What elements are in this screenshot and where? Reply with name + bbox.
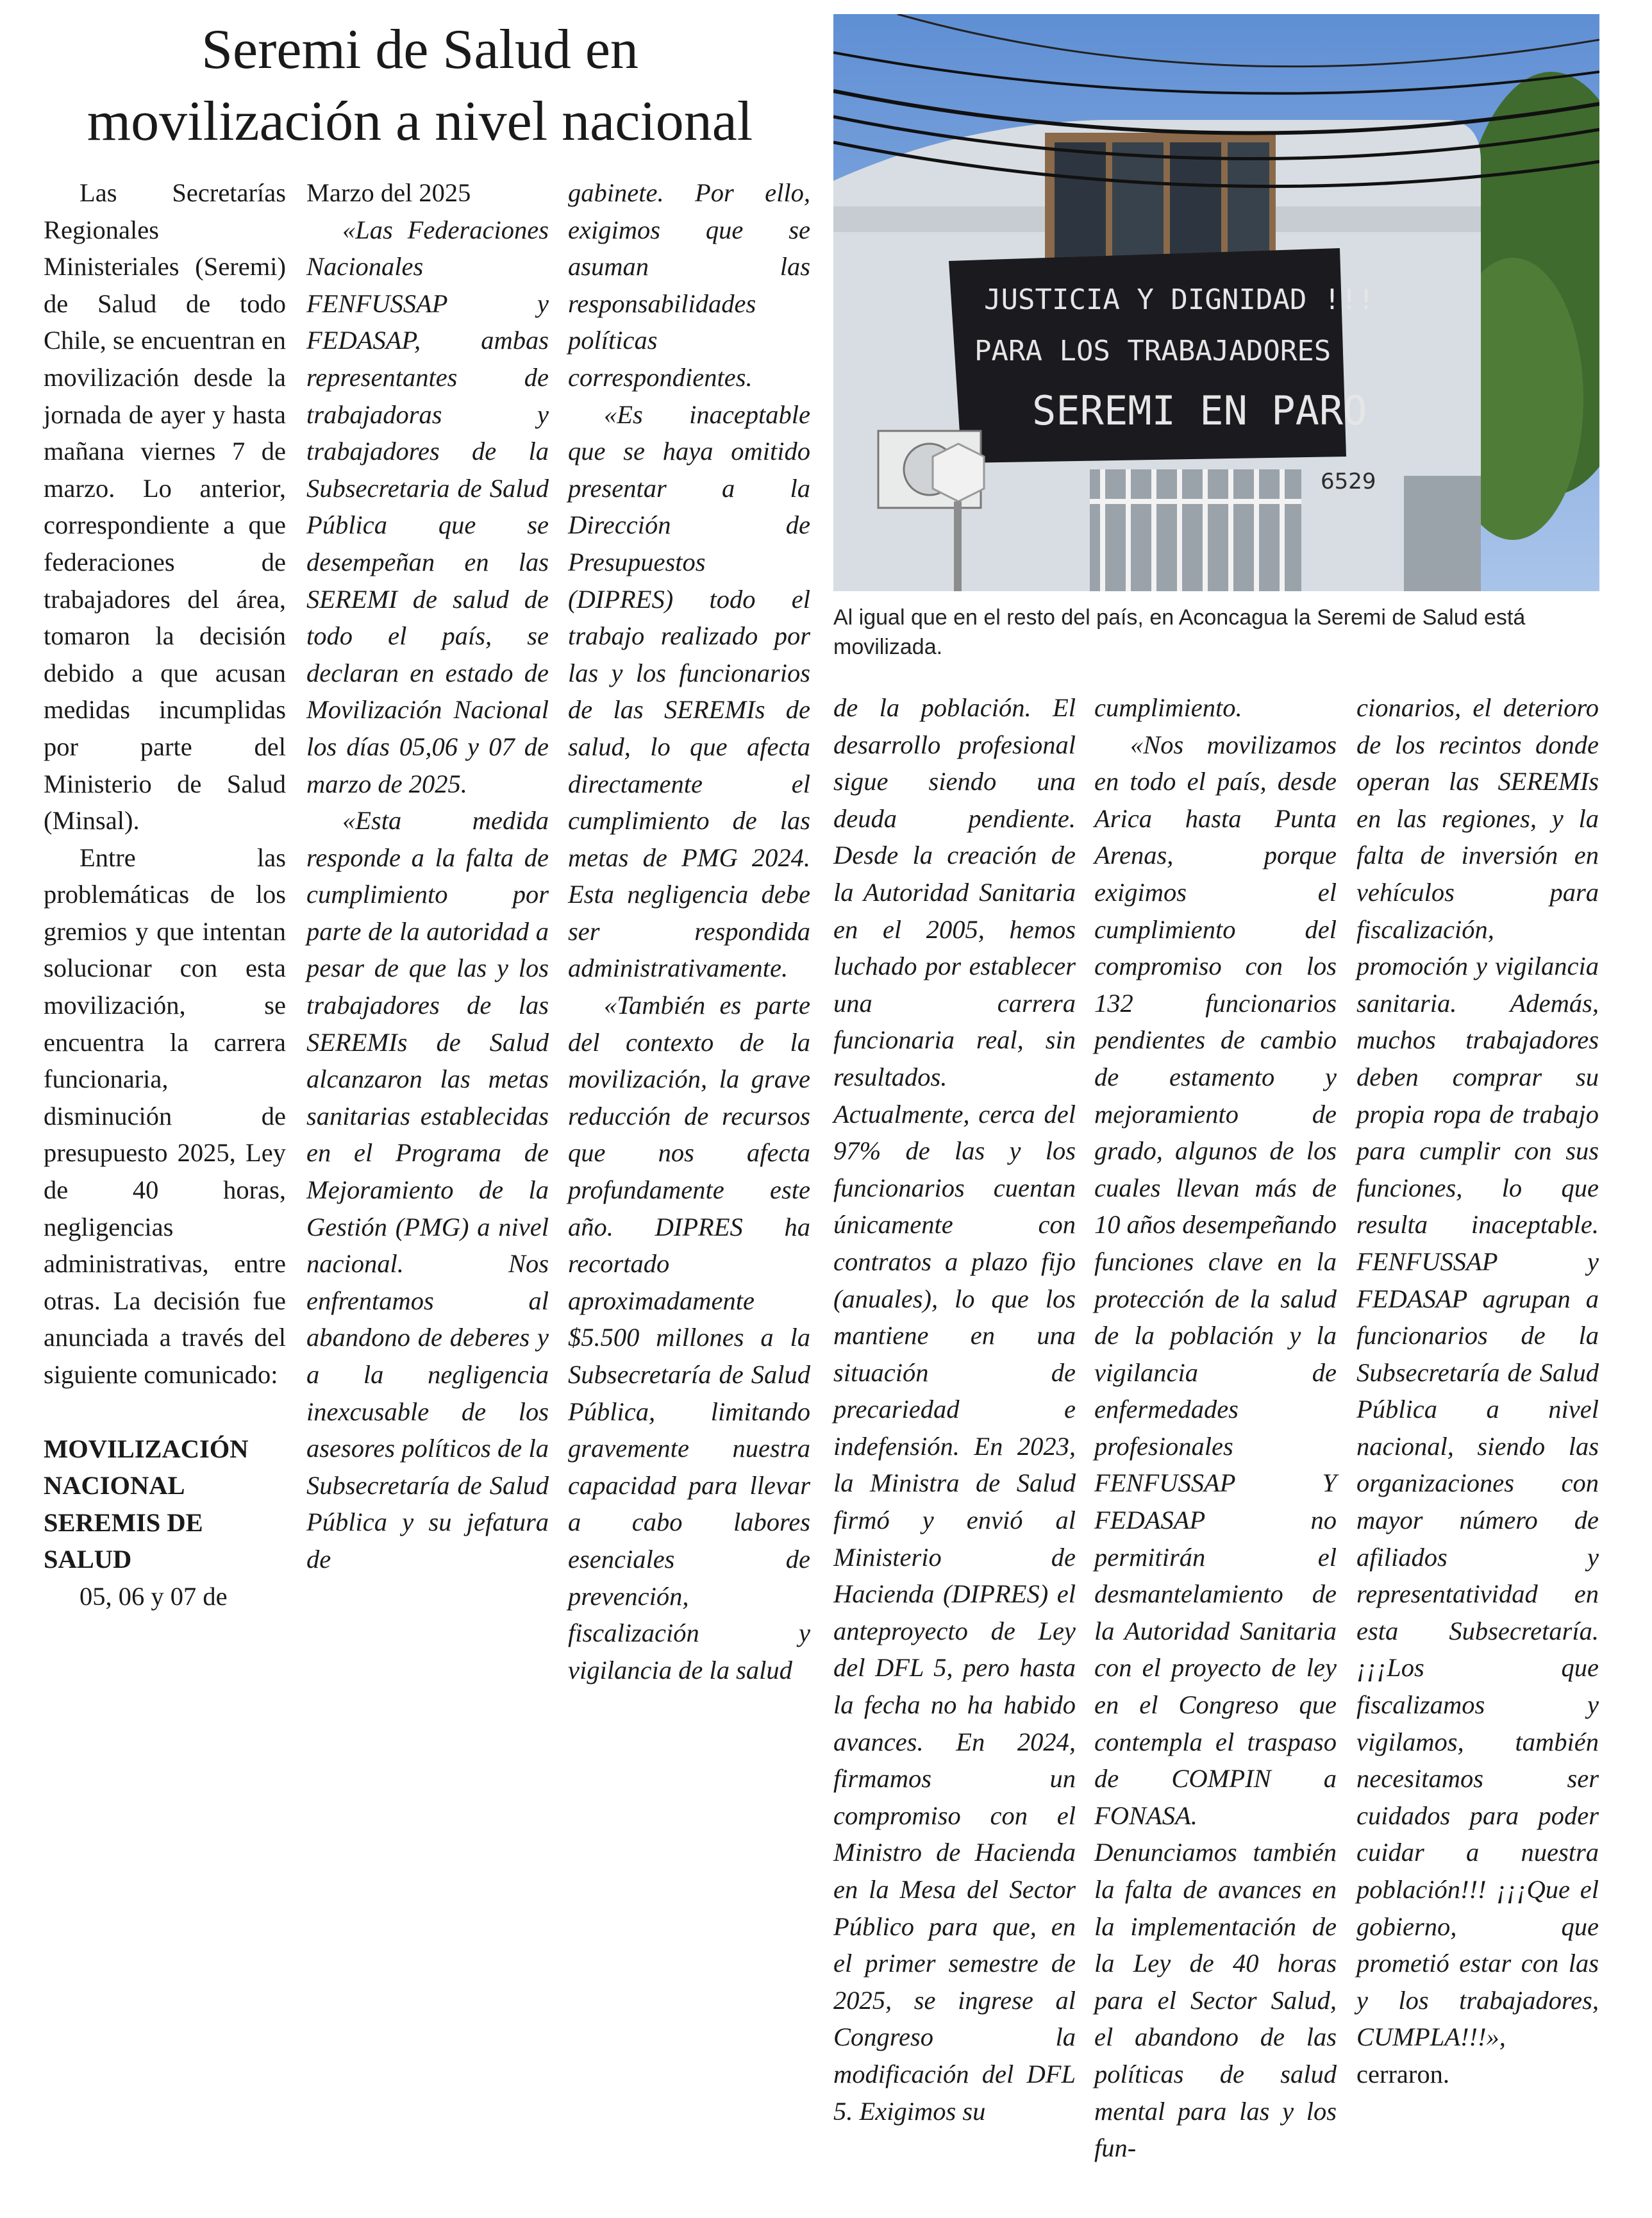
- building-photo-illustration: [833, 14, 1599, 591]
- paragraph: Las Secretarías Regionales Ministeriales (Seremi) de Salud de todo Chile, se encuentran en movilización desde la jornada de ayer y hasta mañana viernes 7 de marzo. Lo anterior, correspondiente a que federaciones de trabajadores del área, tomaron la decisión debido a que acusan medidas incumplidas por parte del Ministerio de Salud (Minsal).: [44, 178, 286, 836]
- banner-text-line-1: JUSTICIA Y DIGNIDAD !!!: [984, 283, 1375, 316]
- article-photo: [833, 14, 1599, 591]
- banner-text-line-2: PARA LOS TRABAJADORES: [974, 335, 1331, 367]
- column-4: [833, 689, 1076, 2130]
- paragraph: «Las Federaciones Nacionales FENFUSSAP y FEDASAP, ambas representantes de trabajadoras y trabajadores de la Subsecretaria de Salud Pública que se desempeñan en las SEREMI de salud de todo el país, se declaran en estado de Movilización Nacional los días 05,06 y 07 de marzo de 2025.: [306, 215, 549, 798]
- paragraph: cumplimiento.: [1094, 693, 1242, 722]
- paragraph-body: cionarios, el deterioro de los recintos donde operan las SEREMIs en las regiones, y la falta de inversión en vehículos para fiscalización, promoción y vigilancia sanitaria. Además, muchos trabajadores deben comprar su propia ropa de trabajo para cumplir con sus funciones, lo que resulta inaceptable. FENFUSSAP y FEDASAP agrupan a funcionarios de la Subsecretaría de Salud Pública a nivel nacional, siendo las organizaciones con mayor número de afiliados y representatividad en esta Subsecretaría. ¡¡¡Los que fiscalizamos y vigilamos, también necesitamos ser cuidados para poder cuidar a nuestra población!!! ¡¡¡Que el gobierno, que prometió estar con las y los trabajadores, CUMPLA!!!»,: [1356, 693, 1599, 2052]
- graffiti-number: 6529: [1321, 469, 1376, 494]
- closing-word: cerraron.: [1356, 2059, 1450, 2088]
- title-line-1: Seremi de Salud en: [201, 19, 638, 81]
- paragraph: Entre las problemáticas de los gremios y que intentan solucionar con esta movilización, se encuentra la carrera funcionaria, disminución de presupuesto 2025, Ley de 40 horas, negligencias administrativas, entre otras. La decisión fue anunciada a través del siguiente comunicado:: [44, 843, 286, 1389]
- column-1: [44, 174, 286, 1615]
- date-line-start: 05, 06 y 07 de: [79, 1581, 228, 1611]
- column-3: [568, 174, 810, 1688]
- column-6: [1356, 689, 1599, 2093]
- paragraph: gabinete. Por ello, exigimos que se asuman las responsabilidades políticas correspondientes.: [568, 178, 810, 392]
- photo-caption: Al igual que en el resto del país, en Aconcagua la Seremi de Salud está movilizada.: [833, 605, 1526, 659]
- paragraph: «Esta medida responde a la falta de cumplimiento por parte de la autoridad a pesar de que las y los trabajadores de las SEREMIs de Salud alcanzaron las metas sanitarias establecidas en el Programa de Mejoramiento de la Gestión (PMG) a nivel nacional. Nos enfrentamos al abandono de deberes y a la negligencia inexcusable de los asesores políticos de la Subsecretaría de Salud Pública y su jefatura de: [306, 806, 549, 1574]
- section-heading: MOVILIZACIÓN NACIONAL SEREMIS DE SALUD: [44, 1434, 249, 1574]
- paragraph: «También es parte del contexto de la movilización, la grave reducción de recursos que nos afecta profundamente este año. DIPRES ha recortado aproximadamente $5.500 millones a la Subsecretaría de Salud Pública, limitando gravemente nuestra capacidad para llevar a cabo labores esenciales de prevención, fiscalización y vigilancia de la salud: [568, 991, 810, 1685]
- column-5: [1094, 689, 1337, 2167]
- paragraph: de la población. El desarrollo profesional sigue siendo una deuda pendiente. Desde la creación de la Autoridad Sanitaria en el 2005, hemos luchado por establecer una carrera funcionaria real, sin resultados. Actualmente, cerca del 97% de las y los funcionarios cuentan únicamente con contratos a plazo fijo (anuales), lo que los mantiene en una situación de precariedad e indefensión. En 2023, la Ministra de Salud firmó y envió al Ministerio de Hacienda (DIPRES) el anteproyecto de Ley del DFL 5, pero hasta la fecha no ha habido avances. En 2024, firmamos un compromiso con el Ministro de Hacienda en la Mesa del Sector Público para que, en el primer semestre de 2025, se ingrese al Congreso la modificación del DFL 5. Exigimos su: [833, 693, 1076, 2126]
- banner-text-line-3: SEREMI EN PARO: [1032, 387, 1367, 434]
- paragraph: [1356, 689, 1599, 2093]
- paragraph: «Es inaceptable que se haya omitido presentar a la Dirección de Presupuestos (DIPRES) todo el trabajo realizado por las y los funcionarios de las SEREMIs de salud, lo que afecta directamente el cumplimiento de las metas de PMG 2024. Esta negligencia debe ser respondida administrativamente.: [568, 399, 810, 983]
- date-line-end: Marzo del 2025: [306, 178, 471, 207]
- title-line-2: movilización a nivel nacional: [87, 90, 753, 153]
- article-title: [26, 14, 814, 158]
- paragraph: «Nos movilizamos en todo el país, desde Arica hasta Punta Arenas, porque exigimos el cumplimiento del compromiso con los 132 funcionarios pendientes de cambio de estamento y mejoramiento de grado, algunos de los cuales llevan más de 10 años desempeñando funciones clave en la protección de la salud de la población y la vigilancia de enfermedades profesionales FENFUSSAP Y FEDASAP no permitirán el desmantelamiento de la Autoridad Sanitaria con el proyecto de ley en el Congreso que contempla el traspaso de COMPIN a FONASA. Denunciamos también la falta de avances en la implementación de la Ley de 40 horas para el Sector Salud, el abandono de las políticas de salud mental para las y los fun-: [1094, 730, 1337, 2163]
- column-2: [306, 174, 549, 1578]
